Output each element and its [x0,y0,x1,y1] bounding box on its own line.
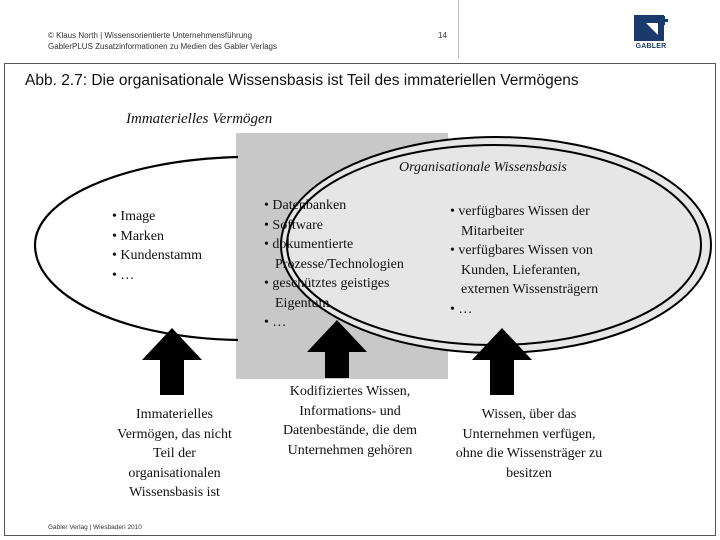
copyright-line: © Klaus North | Wissensorientierte Unternehmensführung [48,31,253,40]
right-caption: Wissen, über das Unternehmen verfügen, ohne die Wissensträger zu besitzen [455,407,603,481]
list-item: • … [264,313,434,333]
list-item: • … [112,266,232,286]
footer-publisher: Gabler Verlag | Wiesbaden 2010 [48,524,142,531]
left-caption: Immaterielles Vermögen, das nicht Teil der organisationalen Wissensbasis ist [117,407,232,500]
list-item: • verfügbares Wissen der Mitarbeiter [450,202,625,241]
figure-title: Abb. 2.7: Die organisationale Wissensbasis ist Teil des immateriellen Vermögens [25,72,579,89]
center-list [264,196,434,333]
right-list [450,202,625,319]
list-item: • Datenbanken [264,196,434,216]
logo-wordmark: GABLER [635,43,667,50]
left-list [112,207,232,285]
list-item: • Software [264,216,434,236]
list-item: • Image [112,207,232,227]
list-item: • dokumentierte Prozesse/Technologien [264,235,434,274]
page-number: 14 [438,31,447,40]
list-item: • … [450,300,625,320]
list-item: • Kundenstamm [112,246,232,266]
inner-label: Organisationale Wissensbasis [399,160,567,175]
outer-label: Immaterielles Vermögen [126,111,273,127]
list-item: • Marken [112,227,232,247]
list-item: • verfügbares Wissen von Kunden, Lieferanten, externen Wissensträgern [450,241,625,300]
header-subtitle: GablerPLUS Zusatzinformationen zu Medien des Gabler Verlags [48,42,278,51]
list-item: • geschütztes geistiges Eigentum [264,274,434,313]
center-caption: Kodifiziertes Wissen, Informations- und Datenbestände, die dem Unternehmen gehören [282,384,418,458]
